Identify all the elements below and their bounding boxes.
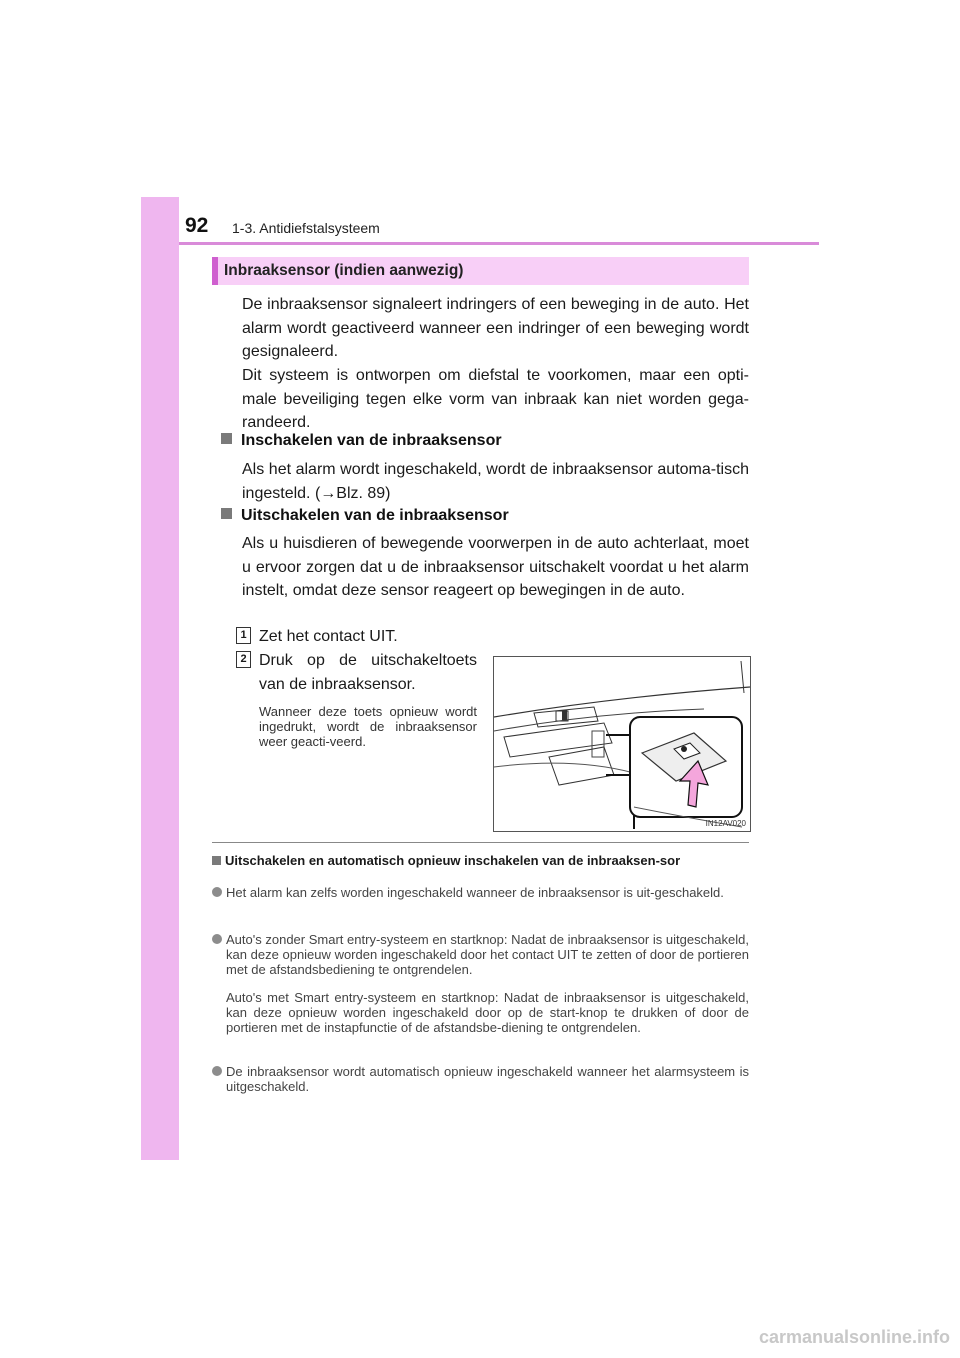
- disable-paragraph: Als u huisdieren of bewegende voorwerpen in de auto achterlaat, moet u ervoor zorgen dat u de inbraaksensor uitschakelt voordat u het alarm instelt, omdat deze sensor reageert op bewegingen in de auto.: [242, 535, 749, 599]
- note-divider: [212, 842, 749, 843]
- overhead-console-drawing: [494, 657, 750, 831]
- subheading-disable-text: Uitschakelen van de inbraaksensor: [241, 507, 509, 524]
- illustration-code: IN12AV020: [705, 819, 746, 828]
- footer-watermark: carmanualsonline.info: [758, 1327, 950, 1347]
- subheading-enable-text: Inschakelen van de inbraaksensor: [241, 432, 502, 449]
- note-item-2-continuation: Auto's met Smart entry-systeem en startknop: Nadat de inbraaksensor is uitgeschakeld, kan deze opnieuw worden ingeschakeld door op de start-knop te drukken of door de portieren met de instapfunctie of de afstandsbe-diening te ontgrendelen.: [226, 990, 749, 1035]
- note-item-1: [212, 885, 749, 900]
- note-item-2-text: Auto's zonder Smart entry-systeem en startknop: Nadat de inbraaksensor is uitgeschakeld, kan deze opnieuw worden ingeschakeld door het contact UIT te zetten of door de portieren met de afstandsbediening te ontgrendelen.: [226, 932, 749, 977]
- note-heading: [212, 853, 749, 868]
- section-title: Inbraaksensor (indien aanwezig): [224, 262, 464, 279]
- side-tab-bar: [141, 197, 179, 1160]
- step-2-text: Druk op de uitschakeltoets van de inbraaksensor.: [259, 652, 477, 693]
- chapter-title: 1-3. Antidiefstalsysteem: [232, 220, 380, 236]
- bullet-dot-icon: [212, 1066, 222, 1076]
- bullet-dot-icon: [212, 934, 222, 944]
- section-heading: [212, 257, 749, 285]
- bullet-dot-icon: [212, 887, 222, 897]
- intro-paragraph-1: De inbraaksensor signaleert indringers of een beweging in de auto. Het alarm wordt geactiveerd wanneer een indringer of een beweging wordt gesignaleerd.: [242, 296, 749, 360]
- step-2-badge: 2: [236, 651, 251, 668]
- note-item-1-text: Het alarm kan zelfs worden ingeschakeld wanneer de inbraaksensor is uit-geschakeld.: [226, 885, 724, 900]
- subheading-disable: [221, 507, 509, 525]
- step-2-note: Wanneer deze toets opnieuw wordt ingedrukt, wordt de inbraaksensor weer geacti-veerd.: [259, 704, 477, 749]
- enable-paragraph: Als het alarm wordt ingeschakeld, wordt de inbraaksensor automa-tisch ingesteld. (→Blz. 89): [242, 461, 749, 502]
- square-bullet-icon: [221, 433, 232, 444]
- note-item-2: [212, 932, 749, 977]
- intro-paragraph-2: Dit systeem is ontworpen om diefstal te voorkomen, maar een opti-male beveiliging tegen elke vorm van inbraak kan niet worden gega-randeerd.: [242, 367, 749, 431]
- header-rule: [179, 242, 819, 245]
- note-heading-text: Uitschakelen en automatisch opnieuw inschakelen van de inbraaksen-sor: [225, 853, 681, 868]
- step-1-badge: 1: [236, 627, 251, 644]
- sensor-button-illustration: [493, 656, 751, 832]
- page-number: 92: [185, 214, 209, 237]
- heading-accent: [212, 257, 218, 285]
- subheading-enable: [221, 432, 502, 450]
- square-bullet-icon: [212, 856, 221, 865]
- note-item-3-text: De inbraaksensor wordt automatisch opnieuw ingeschakeld wanneer het alarmsysteem is uitgeschakeld.: [226, 1064, 749, 1094]
- step-1-text: Zet het contact UIT.: [259, 628, 398, 645]
- note-item-3: [212, 1064, 749, 1094]
- square-bullet-icon: [221, 508, 232, 519]
